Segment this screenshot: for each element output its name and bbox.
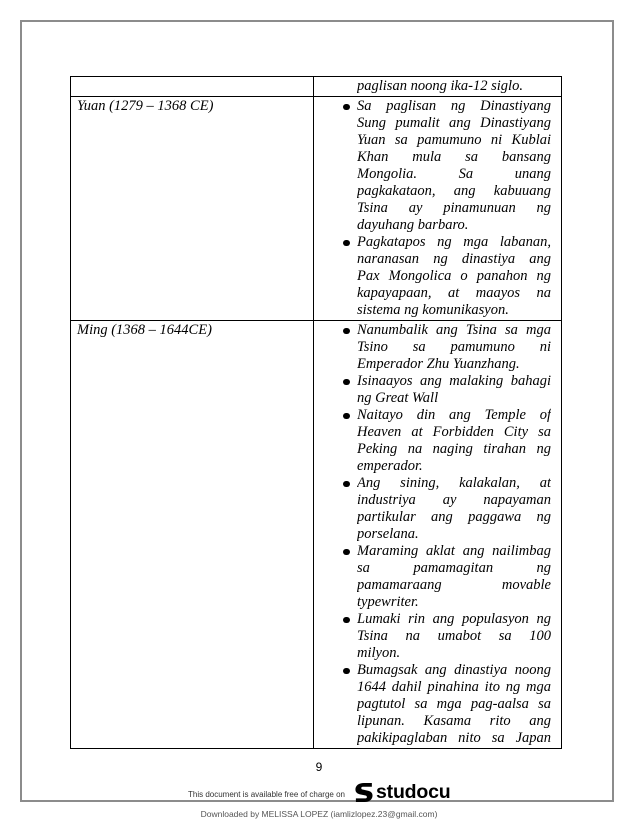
text-line: Pax Mongolica o panahon ng [357,268,551,284]
bullet-item [343,475,551,543]
bullet-icon [343,543,357,560]
bullet-item [343,407,551,475]
text-line: ng Great Wall [357,390,439,406]
bullet-icon [343,662,357,679]
bullet-item [343,322,551,373]
bullet-item [343,662,551,747]
studocu-logo-icon [354,782,373,803]
bullet-text [357,662,551,747]
bullet-item [343,234,551,319]
text-line: naranasan ng dinastiya ang [357,251,551,267]
text-line: Lumaki rin ang populasyon ng [357,611,551,627]
text-line: sa pamamagitan ng [357,560,551,576]
text-line: Ang sining, kalakalan, at [357,475,551,491]
text-line: pagtutol sa mga pag-aalsa sa [357,696,551,712]
text-line: emperador. [357,458,423,474]
period-label: Ming (1368 – 1644CE) [77,322,212,338]
text-line: porselana. [357,526,419,542]
bullet-item [343,611,551,662]
bullet-icon [343,322,357,339]
table-row [71,77,562,97]
dynasty-table-body [71,77,562,749]
text-line: sistema ng komunikasyon. [357,302,509,318]
studocu-wordmark: studocu [376,781,451,803]
text-line: Emperador Zhu Yuanzhang. [357,356,520,372]
text-line: kapayapaan, at maayos na [357,285,551,301]
bullet-icon [343,611,357,628]
bullet-text [357,407,551,475]
text-line: pamamaraang movable [357,577,551,593]
text-line: typewriter. [357,594,419,610]
bullet-text [357,78,551,95]
text-line: Peking na naging tirahan ng [357,441,551,457]
text-line: 1644 dahil pinahina ito ng mga [357,679,551,695]
text-line: Sa paglisan ng Dinastiyang [357,98,551,114]
bullet-icon [343,407,357,424]
bullet-item [343,98,551,234]
text-line: milyon. [357,645,401,661]
text-line: Isinaayos ang malaking bahagi [357,373,551,389]
text-line: Sung pumalit ang Dinastiyang [357,115,551,131]
text-line: pagkakataon, ang kabuuang [357,183,551,199]
period-label: Yuan (1279 – 1368 CE) [77,98,214,114]
bullet-item [343,78,551,95]
text-line: Yuan sa pamumuno ni Kublai [357,132,551,148]
dynasty-table [70,76,562,749]
bullet-icon [343,373,357,390]
text-line: Mongolia. Sa unang [357,166,551,182]
details-cell [314,321,562,749]
bullet-icon [343,234,357,251]
text-line: industriya ay napayaman [357,492,551,508]
text-line: Bumagsak ang dinastiya noong [357,662,551,678]
details-cell [314,97,562,321]
bullet-text [357,475,551,543]
bullet-text [357,98,551,234]
table-row [71,97,562,321]
bullet-text [357,373,551,407]
text-line: Khan mula sa bansang [357,149,551,165]
bullet-text [357,234,551,319]
period-cell [71,321,314,749]
page-number: 9 [315,760,323,774]
bullet-icon [343,78,357,95]
text-line: Pagkatapos ng mga labanan, [357,234,551,250]
bullet-text [357,322,551,373]
table-row [71,321,562,749]
period-cell [71,77,314,97]
bullet-item [343,543,551,611]
text-line: lipunan. Kasama rito ang [357,713,551,729]
footer-available-text: This document is available free of charge on [188,790,345,799]
bullet-text [357,611,551,662]
text-line: Tsina ay pinamunuan ng [357,200,551,216]
text-line: Nanumbalik ang Tsina sa mga [357,322,551,338]
text-line: partikular ang paggawa ng [357,509,551,525]
text-line: Tsina na umabot sa 100 [357,628,551,644]
downloaded-by-text: Downloaded by MELISSA LOPEZ (iamlizlopez.23@gmail.com) [200,809,438,819]
text-line: Maraming aklat ang nailimbag [357,543,551,559]
bullet-text [357,543,551,611]
text-line: Naitayo din ang Temple of [357,407,551,423]
text-line: paglisan noong ika-12 siglo. [357,78,523,94]
text-line: dayuhang barbaro. [357,217,469,233]
period-cell [71,97,314,321]
details-cell [314,77,562,97]
studocu-brand-link[interactable] [354,781,450,803]
text-line: pakikipaglaban nito sa Japan [357,730,551,746]
text-line: Heaven at Forbidden City sa [357,424,551,440]
bullet-item [343,373,551,407]
bullet-icon [343,98,357,115]
text-line: Tsino sa pamumuno ni [357,339,551,355]
bullet-icon [343,475,357,492]
